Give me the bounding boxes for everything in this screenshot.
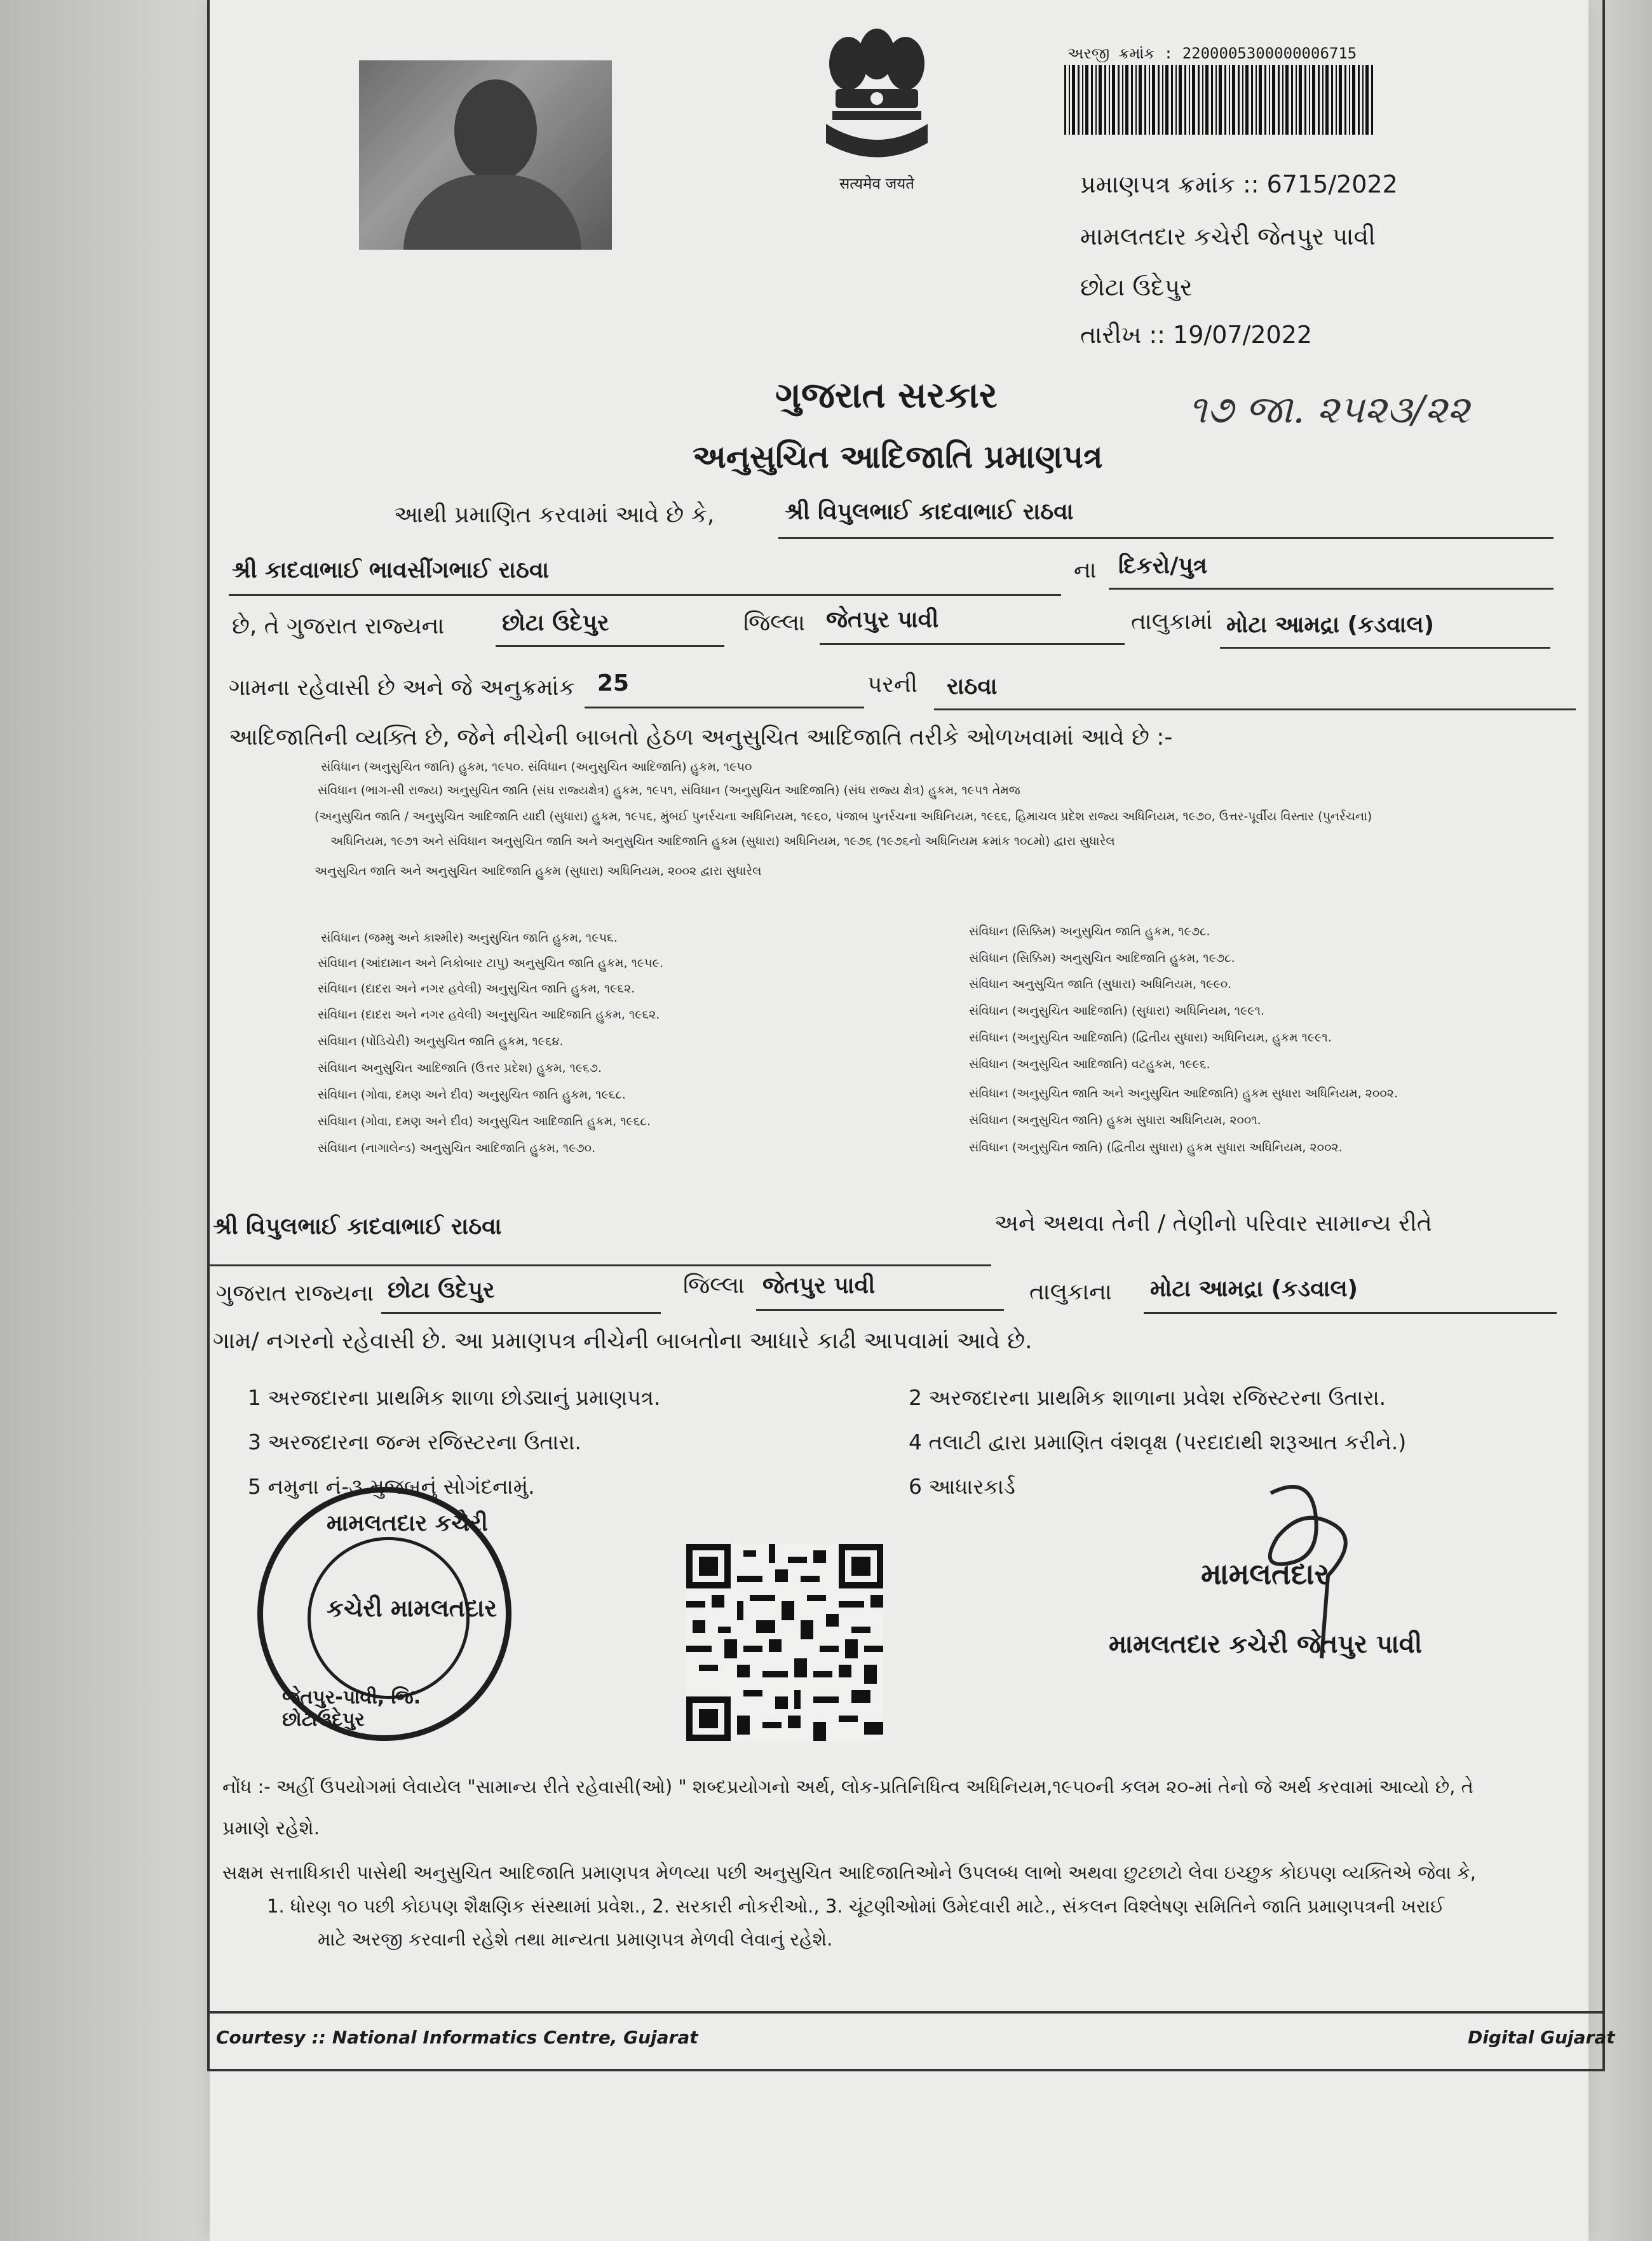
underline bbox=[934, 708, 1576, 710]
resident-name: શ્રી વિપુલભાઈ કાદવાભાઈ રાઠવા bbox=[213, 1214, 502, 1240]
certificate-title: અનુસુચિત આદિજાતિ પ્રમાણપત્ર bbox=[693, 438, 1103, 475]
office-name: મામલતદાર કચેરી જેતપુર પાવી bbox=[1080, 222, 1376, 250]
order-line: (અનુસુચિત જાતિ / અનુસુચિત આદિજાતિ યાદી (સુધારા) હુકમ, ૧૯૫૬, મુંબઈ પુનર્રચના અધિનિયમ, ૧૯૬૦, પંજાબ પુનર્રચના અધિનિયમ, ૧૯૬૬, હિમાચલ પ્રદેશ રાજ્ય અધિનિયમ, ૧૯૭૦, ઉત્તર-પૂર્વીય વિસ્તાર (પુનર્રચના) bbox=[315, 809, 1372, 823]
seal-center-text: કચેરી મામલતદાર bbox=[327, 1594, 498, 1622]
order-right: સંવિધાન (અનુસુચિત આદિજાતિ) (દ્વિતીય સુધારા) અધિનિયમ, હુકમ ૧૯૯૧. bbox=[969, 1031, 1332, 1045]
underline bbox=[210, 1264, 991, 1266]
relation-value: દિકરો/પુત્ર bbox=[1118, 553, 1207, 579]
document-item: 3 અરજદારના જન્મ રજિસ્ટરના ઉતારા. bbox=[248, 1430, 581, 1454]
seal-top-text: મામલતદાર કચેરી bbox=[327, 1510, 488, 1536]
order-left: સંવિધાન (આંદામાન અને નિકોબાર ટાપુ) અનુસુચિત જાતિ હુકમ, ૧૯૫૯. bbox=[318, 956, 663, 970]
applicant-name: શ્રી વિપુલભાઈ કાદવાભાઈ રાઠવા bbox=[785, 499, 1074, 525]
district-value: છોટા ઉદેપુર bbox=[502, 610, 609, 636]
document-item: 5 નમુના નં-૩ મુજબનું સોગંદનામું. bbox=[248, 1474, 535, 1499]
application-number: અરજી ક્રમાંક : 2200005300000006715 bbox=[1067, 44, 1357, 62]
relation-label: ના bbox=[1074, 557, 1097, 583]
date-label: તારીખ bbox=[1080, 321, 1142, 349]
father-name: શ્રી કાદવાભાઈ ભાવસીંગભાઈ રાઠવા bbox=[232, 557, 550, 583]
underline bbox=[585, 707, 864, 708]
state-prefix: છે, તે ગુજરાત રાજ્યના bbox=[232, 613, 445, 639]
office-seal bbox=[257, 1487, 511, 1741]
tribe-statement: આદિજાતિની વ્યક્તિ છે, જેને નીચેની બાબતો હેઠળ અનુસુચિત આદિજાતિ તરીકે ઓળખવામાં આવે છે :- bbox=[229, 724, 1173, 750]
emblem-caption: सत्यमेव जयते bbox=[839, 175, 914, 193]
order-right: સંવિધાન (સિક્કિમ) અનુસુચિત આદિજાતિ હુકમ, ૧૯૭૮. bbox=[969, 951, 1235, 965]
note-purposes: 1. ધોરણ ૧૦ પછી કોઇપણ શૈક્ષણિક સંસ્થામાં પ્રવેશ., 2. સરકારી નોકરીઓ., 3. ચૂંટણીઓમાં ઉમેદવારી માટે., સંકલન વિશ્લેષણ સમિતિને જાતિ પ્રમાણપત્રની ખરાઈ bbox=[267, 1895, 1445, 1917]
underline bbox=[496, 645, 724, 647]
footer-courtesy: Courtesy :: National Informatics Centre, Gujarat bbox=[216, 2027, 698, 2048]
document-item: 1 અરજદારના પ્રાથમિક શાળા છોડ્યાનું પ્રમાણપત્ર. bbox=[248, 1385, 661, 1410]
note-definition-cont: પ્રમાણે રહેશે. bbox=[222, 1817, 320, 1839]
background-left bbox=[0, 0, 210, 2241]
certificate-number-row bbox=[1080, 170, 1398, 199]
village-value: મોટા આમદ્રા (કડવાલ) bbox=[1226, 612, 1435, 638]
date-value: :: 19/07/2022 bbox=[1149, 321, 1313, 349]
order-left: સંવિધાન (ગોવા, દમણ અને દીવ) અનુસુચિત જાતિ હુકમ, ૧૯૬૮. bbox=[318, 1088, 626, 1102]
residence-village: મોટા આમદ્રા (કડવાલ) bbox=[1150, 1276, 1358, 1302]
underline bbox=[1220, 647, 1550, 649]
certificate-number-label: પ્રમાણપત્ર ક્રમાંક bbox=[1080, 170, 1235, 198]
date-row bbox=[1080, 321, 1312, 349]
seal-bottom-text: જેતપુર-પાવી, જિ. છોટાઉદેપુર bbox=[282, 1686, 421, 1731]
order-left: સંવિધાન (દાદરા અને નગર હવેલી) અનુસુચિત આદિજાતિ હુકમ, ૧૯૬૨. bbox=[318, 1008, 660, 1022]
underline bbox=[778, 537, 1554, 539]
basis-statement: ગામ/ નગરનો રહેવાસી છે. આ પ્રમાણપત્ર નીચેની બાબતોના આધારે કાઢી આપવામાં આવે છે. bbox=[213, 1328, 1032, 1354]
district-label: જિલ્લા bbox=[743, 610, 805, 636]
on-label: પરની bbox=[867, 672, 918, 698]
note-definition: નોંધ :- અહીં ઉપયોગમાં લેવાયેલ "સામાન્ય રીતે રહેવાસી(ઓ) " શબ્દપ્રયોગનો અર્થ, લોક-પ્રતિનિધિત્વ અધિનિયમ,૧૯૫૦ની કલમ ૨૦-માં તેનો જે અર્થ કરવામાં આવ્યો છે, તે bbox=[222, 1776, 1473, 1798]
order-right: સંવિધાન (અનુસુચિત જાતિ) હુકમ સુધારા અધિનિયમ, ૨૦૦૧. bbox=[969, 1113, 1261, 1127]
note-verification: સક્ષમ સત્તાધિકારી પાસેથી અનુસુચિત આદિજાતિ પ્રમાણપત્ર મેળવ્યા પછી અનુસુચિત આદિજાતિઓને ઉપલબ્ધ લાભો અથવા છુટછાટો લેવા ઇચ્છુક કોઇપણ વ્યક્તિએ જેવા કે, bbox=[222, 1862, 1477, 1883]
order-right: સંવિધાન અનુસુચિત જાતિ (સુધારા) અધિનિયમ, ૧૯૯૦. bbox=[969, 977, 1232, 991]
order-left: સંવિધાન (જમ્મુ અને કાશ્મીર) અનુસુચિત જાતિ હુકમ, ૧૯૫૬. bbox=[321, 931, 618, 945]
ashoka-emblem-icon bbox=[813, 19, 940, 165]
order-right: સંવિધાન (અનુસુચિત જાતિ અને અનુસુચિત આદિજાતિ) હુકમ સુધારા અધિનિયમ, ૨૦૦૨. bbox=[969, 1087, 1398, 1100]
underline bbox=[1109, 588, 1554, 590]
footer-divider bbox=[207, 2011, 1605, 2014]
order-left: સંવિધાન (નાગાલેન્ડ) અનુસુચિત આદિજાતિ હુકમ, ૧૯૭૦. bbox=[318, 1141, 596, 1155]
order-right: સંવિધાન (સિક્કિમ) અનુસુચિત જાતિ હુકમ, ૧૯૭૮. bbox=[969, 924, 1210, 938]
underline bbox=[381, 1312, 661, 1314]
document-item: 6 આધારકાર્ડ bbox=[909, 1474, 1015, 1499]
govt-title: ગુજરાત સરકાર bbox=[775, 375, 998, 416]
certify-prefix: આથી પ્રમાણિત કરવામાં આવે છે કે, bbox=[394, 502, 715, 528]
taluka-value: જેતપુર પાવી bbox=[826, 607, 939, 633]
certificate-number: :: 6715/2022 bbox=[1242, 170, 1398, 198]
order-left: સંવિધાન (દાદરા અને નગર હવેલી) અનુસુચિત જાતિ હુકમ, ૧૯૬૨. bbox=[318, 982, 635, 996]
family-text: અને અથવા તેની / તેણીનો પરિવાર સામાન્ય રીતે bbox=[994, 1210, 1432, 1236]
order-right: સંવિધાન (અનુસુચિત આદિજાતિ) વટહુકમ, ૧૯૯૬. bbox=[969, 1057, 1210, 1071]
order-right: સંવિધાન (અનુસુચિત જાતિ) (દ્વિતીય સુધારા) હુકમ સુધારા અધિનિયમ, ૨૦૦૨. bbox=[969, 1141, 1343, 1154]
residence-district: છોટા ઉદેપુર bbox=[388, 1277, 495, 1303]
order-left: સંવિધાન અનુસુચિત આદિજાતિ (ઉત્તર પ્રદેશ) હુકમ, ૧૯૬૭. bbox=[318, 1061, 602, 1075]
residence-taluka-label: તાલુકાના bbox=[1029, 1279, 1112, 1305]
resident-prefix: ગામના રહેવાસી છે અને જે અનુક્રમાંક bbox=[229, 675, 575, 701]
qr-code bbox=[686, 1544, 883, 1741]
order-left: સંવિધાન (ગોવા, દમણ અને દીવ) અનુસુચિત આદિજાતિ હુકમ, ૧૯૬૮. bbox=[318, 1114, 651, 1128]
handwritten-inward-number: ૧૭ જા. ૨૫૨૩/૨૨ bbox=[1188, 388, 1470, 432]
order-line: અનુસુચિત જાતિ અને અનુસુચિત આદિજાતિ હુકમ (સુધારા) અધિનિયમ, ૨૦૦૨ દ્વારા સુધારેલ bbox=[315, 864, 762, 878]
office-district: છોટા ઉદેપુર bbox=[1080, 273, 1193, 301]
underline bbox=[229, 594, 1061, 596]
order-line: સંવિધાન (અનુસુચિત જાતિ) હુકમ, ૧૯૫૦. સંવિધાન (અનુસુચિત આદિજાતિ) હુકમ, ૧૯૫૦ bbox=[321, 760, 752, 774]
document-item: 4 તલાટી દ્વારા પ્રમાણિત વંશવૃક્ષ (પરદાદાથી શરૂઆત કરીને.) bbox=[909, 1430, 1407, 1454]
document-item: 2 અરજદારના પ્રાથમિક શાળાના પ્રવેશ રજિસ્ટરના ઉતારા. bbox=[909, 1385, 1386, 1410]
underline bbox=[756, 1309, 1004, 1311]
tribe-value: રાઠવા bbox=[947, 674, 998, 700]
signatory-office: મામલતદાર કચેરી જેતપુર પાવી bbox=[1109, 1630, 1423, 1659]
signatory-title: મામલતદાર bbox=[1201, 1557, 1330, 1591]
underline bbox=[1144, 1312, 1557, 1314]
order-line: સંવિધાન (ભાગ-સી રાજ્ય) અનુસુચિત જાતિ (સંઘ રાજ્યક્ષેત્ર) હુકમ, ૧૯૫૧, સંવિધાન (અનુસુચિત આદિજાતિ) (સંઘ રાજ્ય ક્ષેત્ર) હુકમ, ૧૯૫૧ તેમજ bbox=[318, 783, 1020, 797]
order-right: સંવિધાન (અનુસુચિત આદિજાતિ) (સુધારા) અધિનિયમ, ૧૯૯૧. bbox=[969, 1004, 1265, 1018]
underline bbox=[820, 643, 1125, 645]
residence-district-label: જિલ્લા bbox=[683, 1273, 745, 1299]
order-line: અધિનિયમ, ૧૯૭૧ અને સંવિધાન અનુસુચિત જાતિ અને અનુસુચિત આદિજાતિ હુકમ (સુધારા) અધિનિયમ, ૧૯૭૬ (૧૯૭૬નો અધિનિયમ ક્રમાંક ૧૦૮મો) દ્વારા સુધારેલ bbox=[330, 834, 1115, 848]
applicant-photo bbox=[359, 60, 612, 250]
taluka-label: તાલુકામાં bbox=[1131, 609, 1213, 635]
residence-taluka: જેતપુર પાવી bbox=[762, 1273, 876, 1299]
barcode bbox=[1064, 65, 1376, 135]
residence-state-prefix: ગુજરાત રાજ્યના bbox=[216, 1280, 374, 1306]
footer-brand: Digital Gujarat bbox=[1468, 2027, 1615, 2048]
order-left: સંવિધાન (પોંડિચેરી) અનુસુચિત જાતિ હુકમ, ૧૯૬૪. bbox=[318, 1034, 564, 1048]
note-purposes-cont: માટે અરજી કરવાની રહેશે તથા માન્યતા પ્રમાણપત્ર મેળવી લેવાનું રહેશે. bbox=[318, 1928, 833, 1950]
serial-number: 25 bbox=[597, 670, 630, 696]
